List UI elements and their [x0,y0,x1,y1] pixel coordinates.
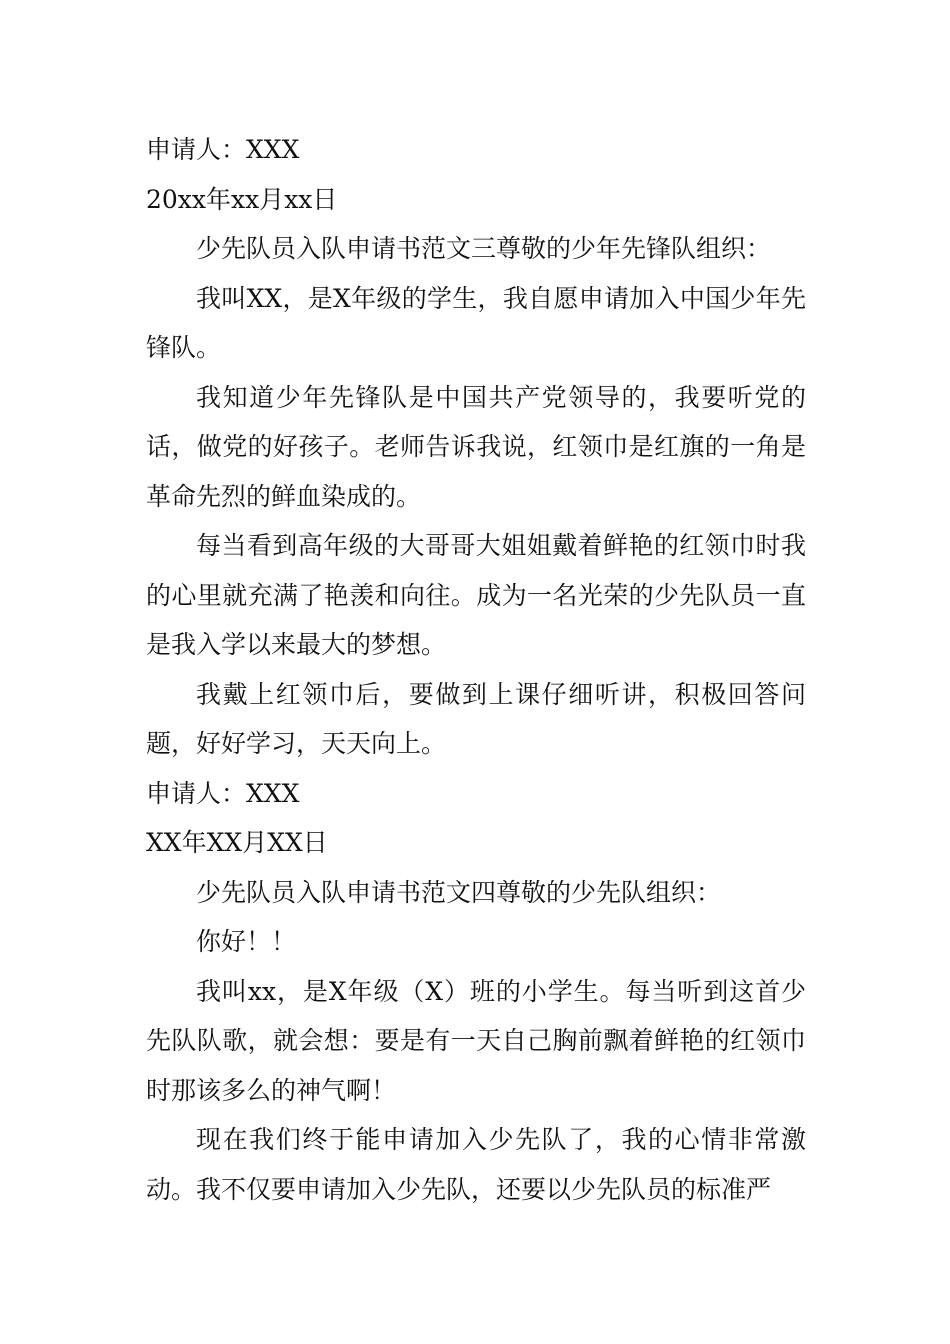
paragraph: 每当看到高年级的大哥哥大姐姐戴着鲜艳的红领巾时我的心里就充满了艳羡和向往。成为一名光荣的少先队员一直是我入学以来最大的梦想。 [146,531,806,659]
applicant-line-1: 申请人：XXX [146,135,300,164]
section-heading-3: 少先队员入队申请书范文三尊敬的少年先锋队组织： [196,234,772,263]
date-line-1: 20xx年xx月xx日 [146,184,338,214]
section-heading-4: 少先队员入队申请书范文四尊敬的少先队组织： [196,877,722,907]
paragraph: 我叫XX，是X年级的学生，我自愿申请加入中国少年先锋队。 [146,283,806,362]
greeting-line: 你好！！ [196,927,297,956]
paragraph: 我叫xx，是X年级（X）班的小学生。每当听到这首少先队队歌，就会想：要是有一天自己胸前飘着鲜艳的红领巾时那该多么的神气啊！ [146,976,806,1105]
document-body [146,125,806,1214]
date-line-2: XX年XX月XX日 [146,828,328,857]
paragraph: 现在我们终于能申请加入少先队了，我的心情非常激动。我不仅要申请加入少先队，还要以少先队员的标准严 [146,1125,806,1204]
paragraph: 我知道少年先锋队是中国共产党领导的，我要听党的话，做党的好孩子。老师告诉我说，红领巾是红旗的一角是革命先烈的鲜血染成的。 [146,382,806,511]
paragraph: 我戴上红领巾后，要做到上课仔细听讲，积极回答问题，好好学习，天天向上。 [146,679,806,758]
applicant-line-2: 申请人：XXX [146,778,300,808]
